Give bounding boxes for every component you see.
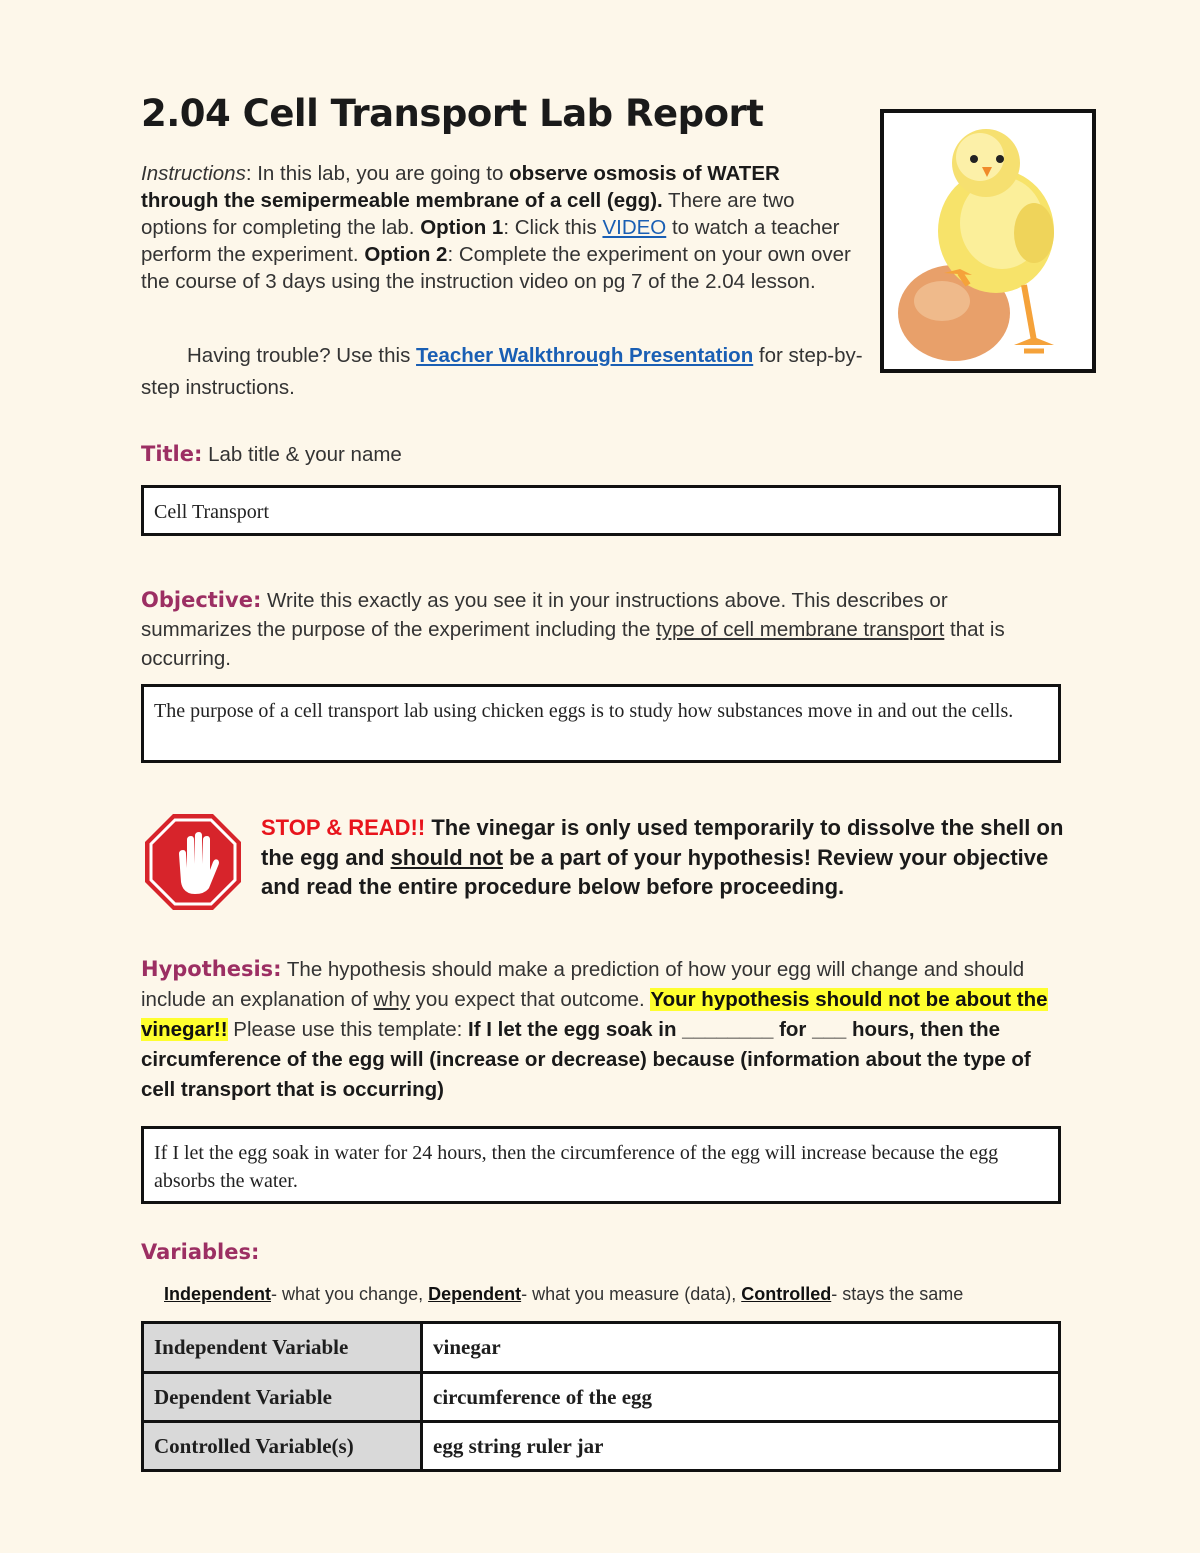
stop-read-notice [261, 813, 1071, 902]
title-heading: Title: [141, 442, 203, 466]
instructions-text: : In this lab, you are going to [245, 162, 510, 185]
stop-text: be a part of your hypothesis! Review your objective and read the entire procedure below before proceeding. [261, 844, 1049, 899]
instructions-text: to watch a teacher perform the experiment. [141, 216, 840, 266]
objective-heading: Objective: [141, 588, 262, 612]
independent-label: Independent [164, 1284, 271, 1304]
table-label-cell: Controlled Variable(s) [143, 1422, 422, 1471]
title-section [141, 440, 1061, 469]
stop-underlined: should not [390, 844, 503, 870]
objective-section [141, 586, 1061, 673]
variables-legend [164, 1284, 1064, 1305]
table-row [143, 1323, 1060, 1373]
stop-text: The vinegar is only used temporarily to dissolve the shell on the egg and [261, 815, 1064, 870]
hypothesis-heading: Hypothesis: [141, 957, 282, 981]
hypothesis-why: why [373, 988, 410, 1011]
table-value-cell[interactable]: egg string ruler jar [422, 1422, 1060, 1471]
title-prompt: Lab title & your name [208, 443, 402, 466]
page-title: 2.04 Cell Transport Lab Report [141, 92, 764, 135]
table-value-cell[interactable]: vinegar [422, 1323, 1060, 1373]
trouble-paragraph [141, 340, 871, 404]
option2-label: Option 2 [364, 243, 448, 266]
variables-heading: Variables: [141, 1240, 260, 1264]
hypothesis-prompt: The hypothesis should make a prediction of how your egg will change and should include an explanation of [141, 958, 1025, 1011]
hypothesis-highlight: Your hypothesis should not be about the vinegar!! [141, 988, 1048, 1041]
controlled-desc: - stays the same [831, 1284, 964, 1304]
trouble-text: Having trouble? Use this [187, 344, 417, 367]
objective-prompt: Write this exactly as you see it in your instructions above. This describes or summarizes the purpose of the experiment including the [141, 589, 948, 641]
video-link[interactable]: VIDEO [602, 216, 667, 239]
instructions-bold: observe osmosis of WATER through the semipermeable membrane of a cell (egg). [141, 162, 780, 212]
instructions-paragraph [141, 160, 856, 295]
hypothesis-answer-field[interactable]: If I let the egg soak in water for 24 hours, then the circumference of the egg will increase because the egg absorbs the water. [141, 1126, 1061, 1204]
chick-on-egg-image [880, 109, 1096, 373]
stop-label: STOP & READ!! [261, 815, 426, 840]
dependent-label: Dependent [428, 1284, 522, 1304]
variables-table [141, 1321, 1061, 1472]
dependent-desc: - what you measure (data), [521, 1284, 742, 1304]
option1-label: Option 1 [420, 216, 504, 239]
variables-section [141, 1238, 1061, 1267]
objective-answer-field[interactable]: The purpose of a cell transport lab using chicken eggs is to study how substances move in and out the cells. [141, 684, 1061, 763]
stop-hand-icon [143, 812, 243, 912]
trouble-text: for step-by-step instructions. [141, 344, 863, 399]
hypothesis-prompt: Please use this template: [227, 1018, 469, 1041]
table-row [143, 1373, 1060, 1422]
hypothesis-prompt: you expect that outcome. [409, 988, 651, 1011]
controlled-label: Controlled [741, 1284, 832, 1304]
instructions-text: There are two options for completing the lab. [141, 189, 795, 239]
table-label-cell: Independent Variable [143, 1323, 422, 1373]
table-label-cell: Dependent Variable [143, 1373, 422, 1422]
instructions-text: : Complete the experiment on your own over the course of 3 days using the instruction video on pg 7 of the 2.04 lesson. [141, 243, 851, 293]
objective-underlined: type of cell membrane transport [656, 618, 945, 641]
instructions-label: Instructions [141, 162, 246, 185]
title-answer-field[interactable]: Cell Transport [141, 485, 1061, 536]
instructions-text: : Click this [503, 216, 603, 239]
objective-prompt: that is occurring. [141, 618, 1005, 670]
table-value-cell[interactable]: circumference of the egg [422, 1373, 1060, 1422]
hypothesis-section [141, 954, 1061, 1105]
independent-desc: - what you change, [271, 1284, 429, 1304]
chick-icon [884, 113, 1092, 369]
walkthrough-link[interactable]: Teacher Walkthrough Presentation [416, 344, 754, 367]
table-row [143, 1422, 1060, 1471]
hypothesis-template: If I let the egg soak in ________ for ___ hours, then the circumference of the egg will (increase or decrease) because (information about the type of cell transport that is occurring) [141, 1018, 1031, 1101]
